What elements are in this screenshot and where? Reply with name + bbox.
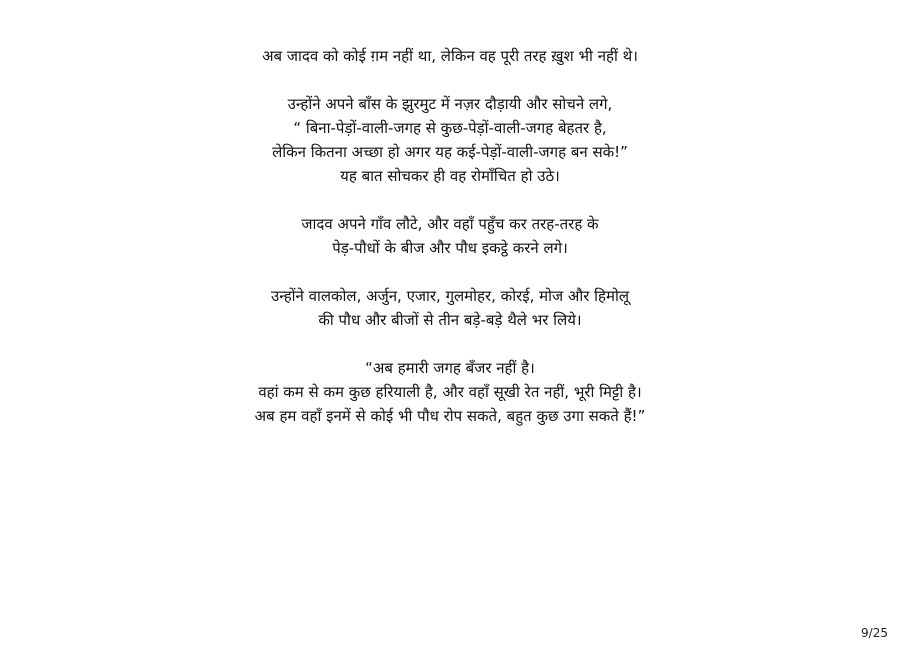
page-number: 9/25 [861,626,888,640]
paragraph-1 [0,44,900,68]
paragraph-5 [0,356,900,428]
text-line: यह बात सोचकर ही वह रोमाँचित हो उठे। [340,167,560,185]
text-line: लेकिन कितना अच्छा हो अगर यह कई-पेड़ों-वाली-जगह बन सके!” [272,143,628,161]
story-text [0,44,900,452]
text-line: “अब हमारी जगह बँजर नहीं है। [365,359,535,377]
text-line: जादव अपने गाँव लौटे, और वहाँ पहुँच कर तरह-तरह के [301,215,599,233]
text-line: पेड़-पौधों के बीज और पौध इकट्ठे करने लगे। [332,239,568,257]
text-line: अब हम वहाँ इनमें से कोई भी पौध रोप सकते, बहुत कुछ उगा सकते हैं!” [254,407,646,425]
text-line: की पौध और बीजों से तीन बड़े-बड़े थैले भर लिये। [318,311,582,329]
text-line: “ बिना-पेड़ों-वाली-जगह से कुछ-पेड़ों-वाली-जगह बेहतर है, [293,119,607,137]
paragraph-2 [0,92,900,188]
text-line: वहां कम से कम कुछ हरियाली है, और वहाँ सूखी रेत नहीं, भूरी मिट्टी है। [258,383,642,401]
paragraph-4 [0,284,900,332]
text-line: उन्होंने वालकोल, अर्जुन, एजार, गुलमोहर, कोरई, मोज और हिमोलू [270,287,629,305]
text-line: अब जादव को कोई ग़म नहीं था, लेकिन वह पूरी तरह ख़ुश भी नहीं थे। [262,47,638,65]
text-line: उन्होंने अपने बाँस के झुरमुट में नज़र दौड़ायी और सोचने लगे, [287,95,613,113]
paragraph-3 [0,212,900,260]
